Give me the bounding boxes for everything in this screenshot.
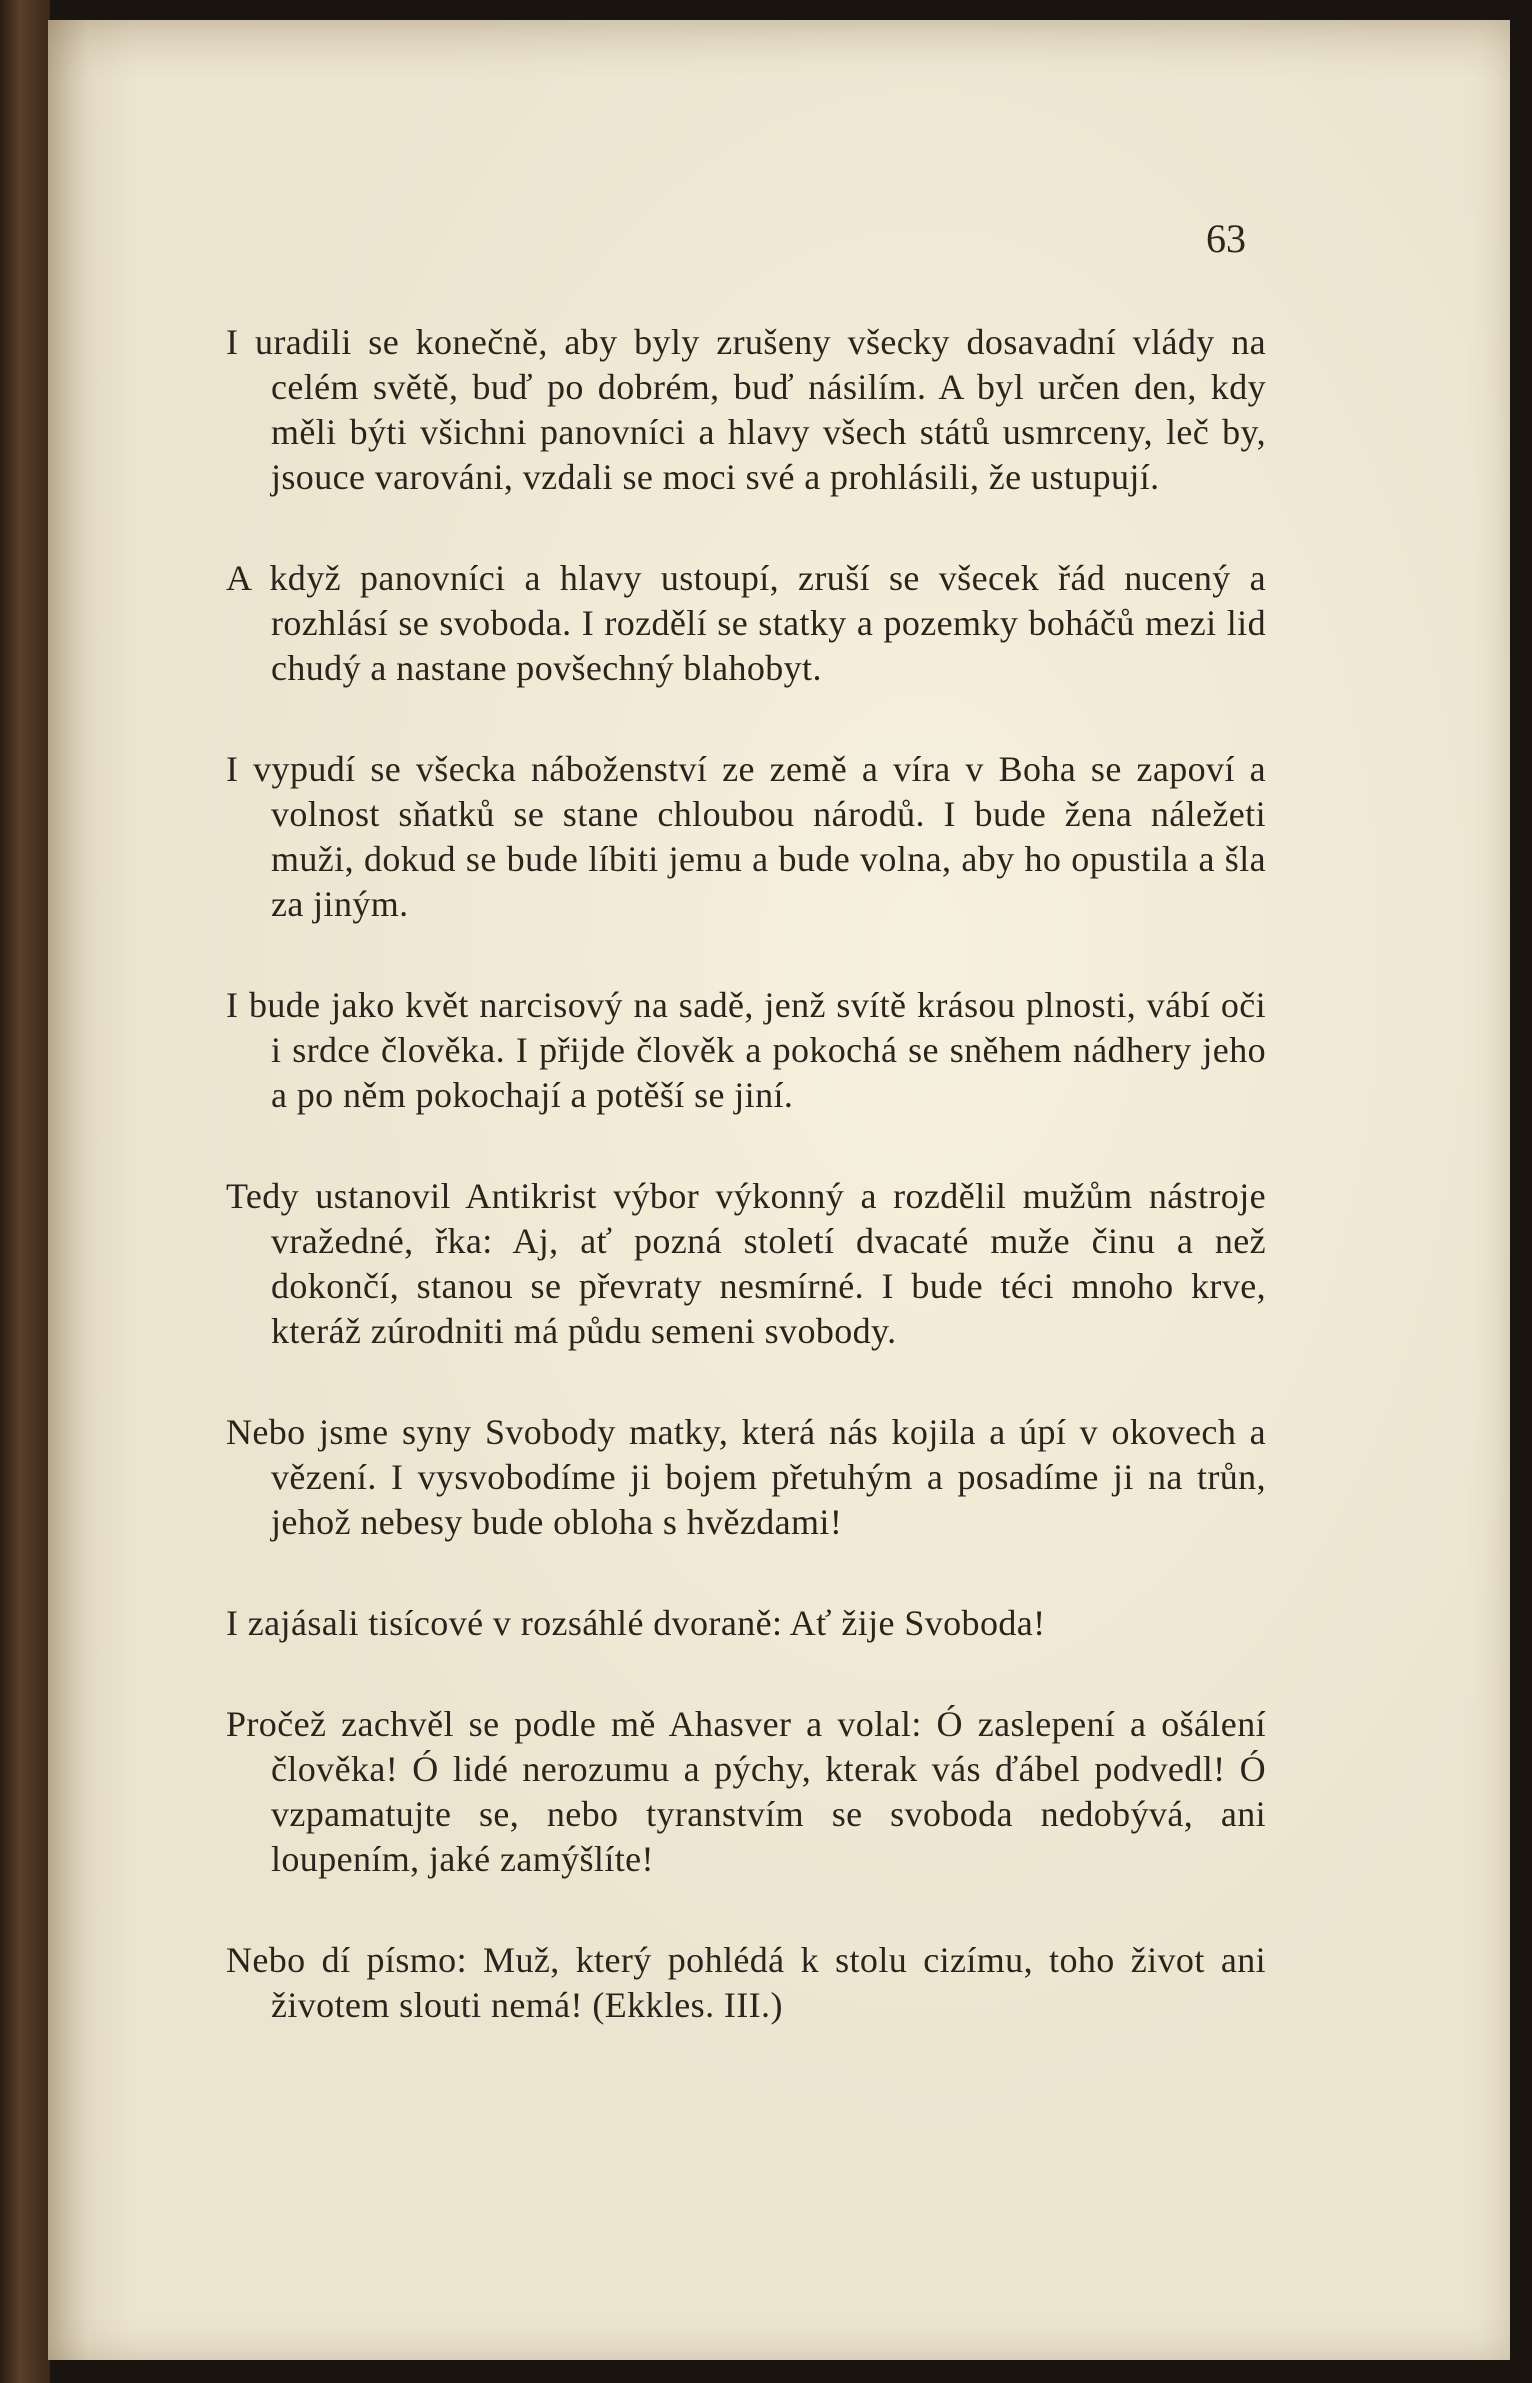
paragraph-7: I zajásali tisícové v rozsáhlé dvoraně: Ať žije Svoboda! (226, 1603, 1046, 1643)
page-number: 63 (1206, 216, 1246, 261)
paragraph-6: Nebo jsme syny Svobody matky, která nás kojila a úpí v okovech a vězení. I vysvobodíme ji bojem přetuhým a posadíme ji na trůn, jehož nebesy bude obloha s hvězdami! (226, 1412, 1266, 1542)
paragraph-1: I uradili se konečně, aby byly zrušeny všecky dosavadní vlády na celém světě, buď po dobrém, buď násilím. A byl určen den, kdy měli býti všichni panovníci a hlavy všech států usmrceny, leč by, jsouce varováni, vzdali se moci své a prohlásili, že ustupují. (226, 322, 1266, 497)
paragraph-3: I vypudí se všecka náboženství ze země a víra v Boha se zapoví a volnost sňatků se stane chloubou národů. I bude žena náležeti muži, dokud se bude líbiti jemu a bude volna, aby ho opustila a šla za jiným. (226, 749, 1266, 924)
book-page (48, 20, 1510, 2360)
book-spine (0, 0, 50, 2383)
paragraph-8: Pročež zachvěl se podle mě Ahasver a volal: Ó zaslepení a ošálení člověka! Ó lidé nerozumu a pýchy, kterak vás ďábel podvedl! Ó vzpamatujte se, nebo tyranstvím se svoboda nedobývá, ani loupením, jaké zamýšlíte! (226, 1704, 1266, 1879)
paragraph-5: Tedy ustanovil Antikrist výbor výkonný a rozdělil mužům nástroje vražedné, řka: Aj, ať pozná století dvacaté muže činu a než dokončí, stanou se převraty nesmírné. I bude téci mnoho krve, kteráž zúrodniti má půdu semeni svobody. (226, 1176, 1266, 1351)
paragraph-4: I bude jako květ narcisový na sadě, jenž svítě krásou plnosti, vábí oči i srdce člověka. I přijde člověk a pokochá se sněhem nádhery jeho a po něm pokochají a potěší se jiní. (226, 985, 1266, 1115)
paragraph-2: A když panovníci a hlavy ustoupí, zruší se všecek řád nucený a rozhlásí se svoboda. I rozdělí se statky a pozemky boháčů mezi lid chudý a nastane povšechný blahobyt. (226, 558, 1266, 688)
text-body (226, 320, 1266, 2028)
paragraph-9: Nebo dí písmo: Muž, který pohlédá k stolu cizímu, toho život ani životem slouti nemá! (Ekkles. III.) (226, 1940, 1266, 2025)
